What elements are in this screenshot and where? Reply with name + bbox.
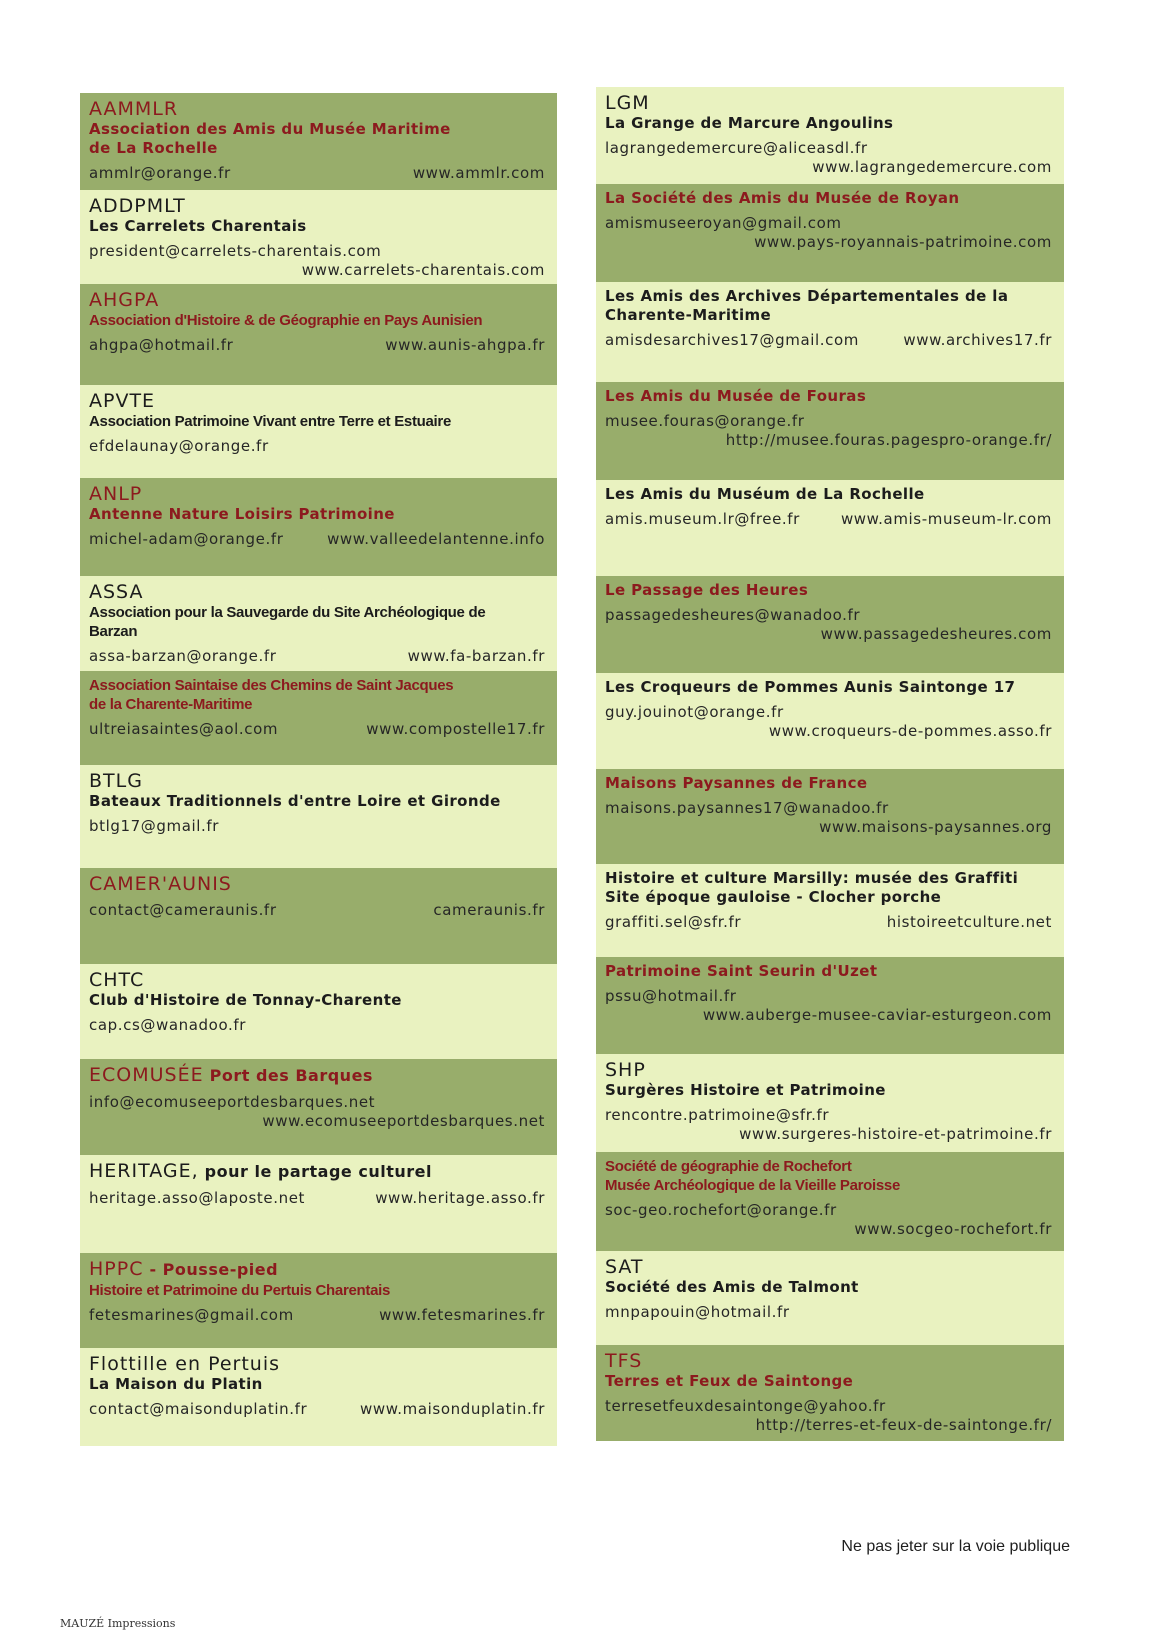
- association-entry: [596, 184, 1064, 282]
- acronym-text: ANLP: [89, 483, 143, 505]
- website-link[interactable]: http://musee.fouras.pagespro-orange.fr/: [725, 431, 1052, 449]
- association-name: Maisons Paysannes de France: [605, 774, 868, 792]
- association-entry: [596, 769, 1064, 864]
- email-link[interactable]: ahgpa@hotmail.fr: [89, 336, 234, 354]
- association-entry: [80, 190, 557, 284]
- email-link[interactable]: soc-geo.rochefort@orange.fr: [605, 1201, 837, 1219]
- association-name: Association Patrimoine Vivant entre Terre et Estuaire: [89, 413, 452, 430]
- association-name: Association Saintaise des Chemins de Saint Jacques: [89, 677, 454, 694]
- website-link[interactable]: www.maisons-paysannes.org: [819, 818, 1052, 836]
- association-entry: [596, 282, 1064, 382]
- website-link[interactable]: www.aunis-ahgpa.fr: [385, 336, 545, 354]
- acronym-text: ECOMUSÉE: [89, 1064, 204, 1086]
- association-entry: [596, 1054, 1064, 1152]
- right-column: [596, 87, 1064, 1441]
- website-link[interactable]: www.maisonduplatin.fr: [360, 1400, 545, 1418]
- acronym-text: HERITAGE,: [89, 1160, 199, 1182]
- email-link[interactable]: info@ecomuseeportdesbarques.net: [89, 1093, 376, 1111]
- website-link[interactable]: cameraunis.fr: [433, 901, 545, 919]
- association-entry: [80, 671, 557, 765]
- website-link[interactable]: www.amis-museum-lr.com: [840, 510, 1052, 528]
- email-link[interactable]: btlg17@gmail.fr: [89, 817, 220, 835]
- acronym-text: TFS: [605, 1350, 643, 1372]
- footer-note: Ne pas jeter sur la voie publique: [841, 1538, 1070, 1555]
- association-entry: [596, 382, 1064, 480]
- association-entry: [596, 1251, 1064, 1345]
- acronym-text: LGM: [605, 92, 650, 114]
- email-link[interactable]: efdelaunay@orange.fr: [89, 437, 269, 455]
- website-link[interactable]: www.socgeo-rochefort.fr: [854, 1220, 1052, 1238]
- association-acronym: [89, 873, 545, 895]
- association-name: Histoire et culture Marsilly: musée des Graffiti: [605, 869, 1019, 887]
- association-entry: [596, 1152, 1064, 1251]
- email-link[interactable]: ultreiasaintes@aol.com: [89, 720, 279, 738]
- email-link[interactable]: mnpapouin@hotmail.fr: [605, 1303, 790, 1321]
- email-link[interactable]: contact@maisonduplatin.fr: [89, 1400, 308, 1418]
- association-acronym: [605, 1059, 1052, 1081]
- association-entry: [80, 576, 557, 671]
- website-link[interactable]: http://terres-et-feux-de-saintonge.fr/: [755, 1416, 1052, 1434]
- website-link[interactable]: www.compostelle17.fr: [366, 720, 545, 738]
- acronym-text: SHP: [605, 1059, 646, 1081]
- acronym-subtitle: pour le partage culturel: [204, 1162, 432, 1181]
- association-entry: [80, 1348, 557, 1446]
- association-name: de La Rochelle: [89, 139, 218, 157]
- association-entry: [80, 284, 557, 385]
- association-name: Surgères Histoire et Patrimoine: [605, 1081, 886, 1099]
- association-name: La Société des Amis du Musée de Royan: [605, 189, 960, 207]
- email-link[interactable]: president@carrelets-charentais.com: [89, 242, 382, 260]
- website-link[interactable]: www.fetesmarines.fr: [379, 1306, 545, 1324]
- email-link[interactable]: assa-barzan@orange.fr: [89, 647, 277, 665]
- association-entry: [80, 1253, 557, 1348]
- website-link[interactable]: www.ammlr.com: [412, 164, 545, 182]
- email-link[interactable]: guy.jouinot@orange.fr: [605, 703, 784, 721]
- association-name: Association pour la Sauvegarde du Site Archéologique de: [89, 604, 486, 621]
- association-name: Musée Archéologique de la Vieille Paroisse: [605, 1177, 901, 1194]
- association-acronym: [89, 289, 545, 311]
- association-entry: [596, 673, 1064, 769]
- association-entry: [80, 1155, 557, 1253]
- email-link[interactable]: amis.museum.lr@free.fr: [605, 510, 800, 528]
- association-name: Société de géographie de Rochefort: [605, 1158, 852, 1175]
- association-name: Barzan: [89, 623, 138, 640]
- association-name: Charente-Maritime: [605, 306, 772, 324]
- association-acronym: [89, 581, 545, 603]
- printer-credit: MAUZÉ Impressions: [60, 1617, 176, 1630]
- association-entry: [596, 1345, 1064, 1441]
- association-name: Les Croqueurs de Pommes Aunis Saintonge 17: [605, 678, 1016, 696]
- website-link[interactable]: www.archives17.fr: [903, 331, 1052, 349]
- acronym-text: HPPC: [89, 1258, 144, 1280]
- association-acronym: [89, 1258, 545, 1281]
- website-link[interactable]: www.lagrangedemercure.com: [812, 158, 1052, 176]
- association-entry: [80, 964, 557, 1059]
- email-link[interactable]: terresetfeuxdesaintonge@yahoo.fr: [605, 1397, 886, 1415]
- association-entry: [80, 478, 557, 576]
- left-column: [80, 93, 557, 1446]
- association-acronym: [89, 969, 545, 991]
- association-entry: [596, 480, 1064, 576]
- acronym-subtitle: - Pousse-pied: [149, 1260, 279, 1279]
- website-link[interactable]: www.auberge-musee-caviar-esturgeon.com: [702, 1006, 1052, 1024]
- email-link[interactable]: graffiti.sel@sfr.fr: [605, 913, 742, 931]
- association-acronym: [89, 195, 545, 217]
- acronym-text: Flottille en Pertuis: [89, 1353, 281, 1375]
- association-acronym: [89, 770, 545, 792]
- association-entry: [80, 93, 557, 190]
- association-name: Bateaux Traditionnels d'entre Loire et Gironde: [89, 792, 501, 810]
- acronym-text: BTLG: [89, 770, 143, 792]
- association-name: La Maison du Platin: [89, 1375, 263, 1393]
- association-entry: [80, 868, 557, 964]
- email-link[interactable]: rencontre.patrimoine@sfr.fr: [605, 1106, 830, 1124]
- association-name: Antenne Nature Loisirs Patrimoine: [89, 505, 395, 523]
- association-entry: [596, 87, 1064, 184]
- website-link[interactable]: www.valleedelantenne.info: [327, 530, 545, 548]
- association-name: La Grange de Marcure Angoulins: [605, 114, 894, 132]
- association-name: Association d'Histoire & de Géographie en Pays Aunisien: [89, 312, 483, 329]
- website-link[interactable]: www.heritage.asso.fr: [375, 1189, 545, 1207]
- association-name: Club d'Histoire de Tonnay-Charente: [89, 991, 402, 1009]
- email-link[interactable]: maisons.paysannes17@wanadoo.fr: [605, 799, 889, 817]
- acronym-text: APVTE: [89, 390, 156, 412]
- association-acronym: [89, 483, 545, 505]
- association-name: Les Amis du Muséum de La Rochelle: [605, 485, 925, 503]
- association-name: Histoire et Patrimoine du Pertuis Charentais: [89, 1282, 391, 1299]
- association-acronym: [89, 390, 545, 412]
- email-link[interactable]: passagedesheures@wanadoo.fr: [605, 606, 861, 624]
- website-link[interactable]: www.passagedesheures.com: [820, 625, 1052, 643]
- email-link[interactable]: michel-adam@orange.fr: [89, 530, 284, 548]
- website-link[interactable]: histoireetculture.net: [886, 913, 1052, 931]
- association-name: Patrimoine Saint Seurin d'Uzet: [605, 962, 878, 980]
- association-acronym: [605, 1256, 1052, 1278]
- acronym-text: ASSA: [89, 581, 144, 603]
- association-acronym: [89, 1353, 545, 1375]
- acronym-text: CHTC: [89, 969, 145, 991]
- association-entry: [80, 385, 557, 478]
- association-entry: [596, 864, 1064, 957]
- association-acronym: [605, 1350, 1052, 1372]
- association-name: Le Passage des Heures: [605, 581, 809, 599]
- website-link[interactable]: www.ecomuseeportdesbarques.net: [262, 1112, 545, 1130]
- website-link[interactable]: www.croqueurs-de-pommes.asso.fr: [768, 722, 1052, 740]
- email-link[interactable]: ammlr@orange.fr: [89, 164, 231, 182]
- association-entry: [80, 1059, 557, 1155]
- association-acronym: [89, 98, 545, 120]
- email-link[interactable]: cap.cs@wanadoo.fr: [89, 1016, 246, 1034]
- acronym-text: CAMER'AUNIS: [89, 873, 232, 895]
- association-name: Les Carrelets Charentais: [89, 217, 307, 235]
- website-link[interactable]: www.pays-royannais-patrimoine.com: [754, 233, 1052, 251]
- website-link[interactable]: www.fa-barzan.fr: [407, 647, 545, 665]
- email-link[interactable]: musee.fouras@orange.fr: [605, 412, 805, 430]
- association-name: Site époque gauloise - Clocher porche: [605, 888, 942, 906]
- association-name: Les Amis des Archives Départementales de la: [605, 287, 1009, 305]
- acronym-text: AHGPA: [89, 289, 160, 311]
- association-name: Association des Amis du Musée Maritime: [89, 120, 451, 138]
- association-entry: [596, 576, 1064, 673]
- association-entry: [80, 765, 557, 868]
- association-entry: [596, 957, 1064, 1054]
- website-link[interactable]: www.carrelets-charentais.com: [301, 261, 545, 279]
- association-acronym: [605, 92, 1052, 114]
- email-link[interactable]: contact@cameraunis.fr: [89, 901, 277, 919]
- website-link[interactable]: www.surgeres-histoire-et-patrimoine.fr: [739, 1125, 1052, 1143]
- email-link[interactable]: heritage.asso@laposte.net: [89, 1189, 306, 1207]
- association-name: Les Amis du Musée de Fouras: [605, 387, 867, 405]
- email-link[interactable]: lagrangedemercure@aliceasdl.fr: [605, 139, 868, 157]
- email-link[interactable]: amisdesarchives17@gmail.com: [605, 331, 859, 349]
- email-link[interactable]: pssu@hotmail.fr: [605, 987, 737, 1005]
- email-link[interactable]: amismuseeroyan@gmail.com: [605, 214, 842, 232]
- acronym-text: AAMMLR: [89, 98, 179, 120]
- acronym-subtitle: Port des Barques: [209, 1066, 373, 1085]
- association-acronym: [89, 1064, 545, 1087]
- association-name: Société des Amis de Talmont: [605, 1278, 859, 1296]
- association-name: Terres et Feux de Saintonge: [605, 1372, 854, 1390]
- acronym-text: ADDPMLT: [89, 195, 186, 217]
- association-name: de la Charente-Maritime: [89, 696, 253, 713]
- association-acronym: [89, 1160, 545, 1183]
- acronym-text: SAT: [605, 1256, 644, 1278]
- email-link[interactable]: fetesmarines@gmail.com: [89, 1306, 294, 1324]
